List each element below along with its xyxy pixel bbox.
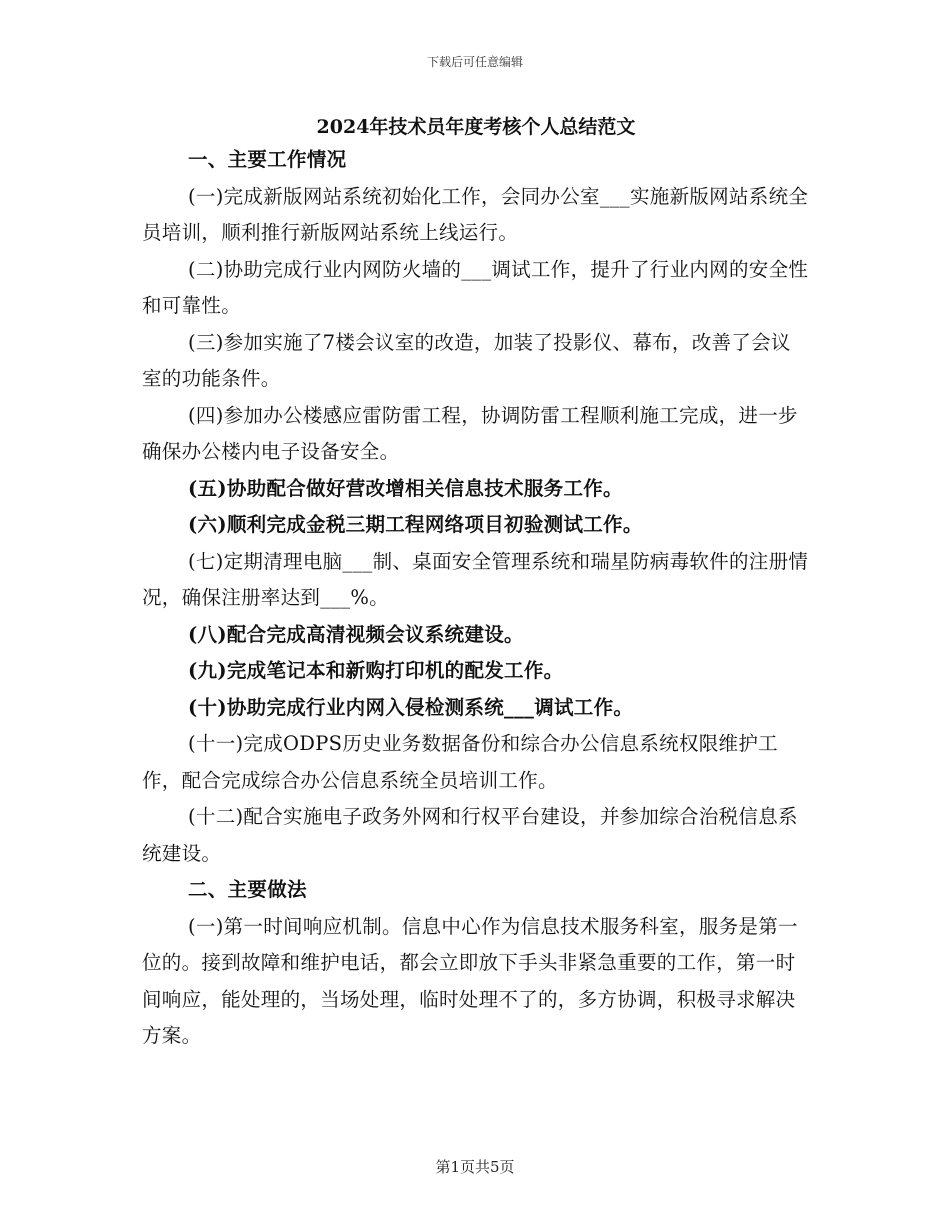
paragraph-7: (六)顺利完成金税三期工程网络项目初验测试工作。: [188, 513, 643, 536]
paragraph-1: 一、主要工作情况: [188, 148, 347, 171]
page-footer: 第1页共5页: [435, 1158, 515, 1176]
paragraph-13: (十二)配合实施电子政务外网和行权平台建设，并参加综合治税信息系统建设。: [142, 805, 798, 865]
paragraph-15: (一)第一时间响应机制。信息中心作为信息技术服务科室，服务是第一位的。接到故障和维护电话，都会立即放下手头非紧急重要的工作，第一时间响应，能处理的，当场处理，临时处理不了的，多方协调，积极寻求解决方案。: [142, 914, 798, 1047]
paragraph-3: (二)协助完成行业内网防火墙的___调试工作，提升了行业内网的安全性和可靠性。: [142, 257, 809, 317]
paragraph-5: (四)参加办公楼感应雷防雷工程，协调防雷工程顺利施工完成，进一步确保办公楼内电子设备安全。: [142, 403, 798, 463]
paragraph-2: (一)完成新版网站系统初始化工作，会同办公室___实施新版网站系统全员培训，顺利推行新版网站系统上线运行。: [142, 184, 809, 244]
document-title: 2024年技术员年度考核个人总结范文: [316, 116, 636, 138]
paragraph-10: (九)完成笔记本和新购打印机的配发工作。: [188, 659, 564, 682]
paragraph-12: (十一)完成ODPS历史业务数据备份和综合办公信息系统权限维护工作，配合完成综合办公信息系统全员培训工作。: [142, 732, 778, 792]
paragraph-4: (三)参加实施了7楼会议室的改造，加装了投影仪、幕布，改善了会议室的功能条件。: [142, 330, 791, 390]
page-header: 下载后可任意编辑: [426, 55, 523, 69]
paragraph-6: (五)协助配合做好营改增相关信息技术服务工作。: [188, 476, 623, 500]
paragraph-8: (七)定期清理电脑___制、桌面安全管理系统和瑞星防病毒软件的注册情况，确保注册率达到___%。: [142, 549, 809, 609]
document-body: [142, 112, 810, 1055]
paragraph-11: (十)协助完成行业内网入侵检测系统___调试工作。: [188, 695, 634, 719]
paragraph-14: 二、主要做法: [188, 878, 307, 901]
paragraph-9: (八)配合完成高清视频会议系统建设。: [188, 622, 524, 646]
